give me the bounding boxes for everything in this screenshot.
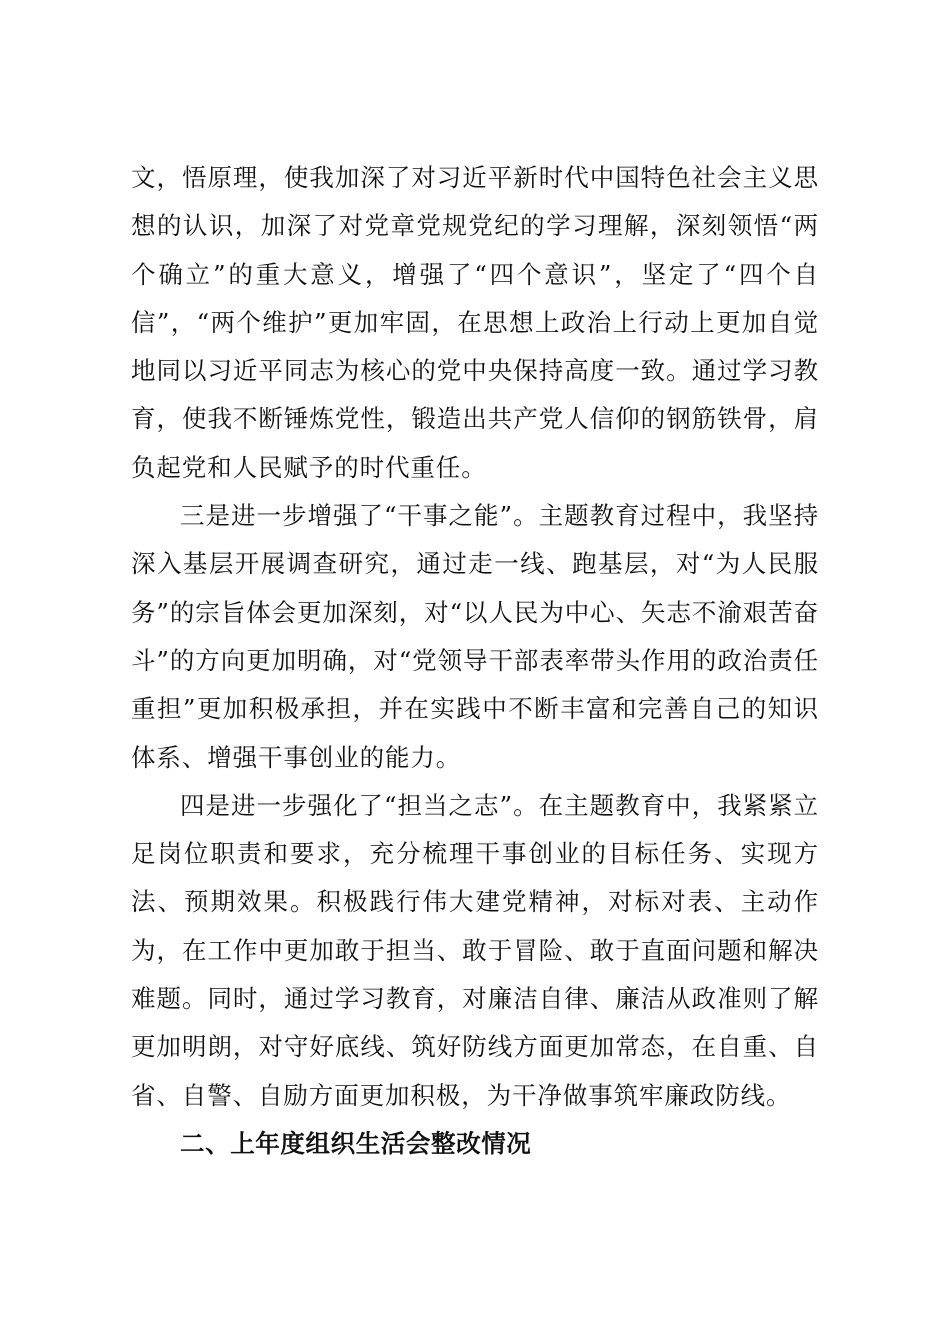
paragraph-responsibility: 四是进一步强化了“担当之志”。在主题教育中，我紧紧立足岗位职责和要求，充分梳理干事创业的目标任务、实现方法、预期效果。积极践行伟大建党精神，对标对表、主动作为，在工作中更加敢于担当、敢于冒险、敢于直面问题和解决难题。同时，通过学习教育，对廉洁自律、廉洁从政准则了解更加明朗，对守好底线、筑好防线方面更加常态，在自重、自省、自警、自励方面更加积极，为干净做事筑牢廉政防线。 (131, 790, 819, 1110)
paragraph-capability: 三是进一步增强了“干事之能”。主题教育过程中，我坚持深入基层开展调查研究，通过走一线、跑基层，对“为人民服务”的宗旨体会更加深刻，对“以人民为中心、矢志不渝艰苦奋斗”的方向更加明确，对“党领导干部表率带头作用的政治责任重担”更加积极承担，并在实践中不断丰富和完善自己的知识体系、增强干事创业的能力。 (131, 501, 819, 772)
document-body (131, 154, 819, 1168)
section-heading: 二、上年度组织生活会整改情况 (180, 1128, 532, 1158)
paragraph-study-outcomes: 文，悟原理，使我加深了对习近平新时代中国特色社会主义思想的认识，加深了对党章党规党纪的学习理解，深刻领悟“两个确立”的重大意义，增强了“四个意识”，坚定了“四个自信”，“两个维护”更加牢固，在思想上政治上行动上更加自觉地同以习近平同志为核心的党中央保持高度一致。通过学习教育，使我不断锤炼党性，锻造出共产党人信仰的钢筋铁骨，肩负起党和人民赋予的时代重任。 (131, 163, 819, 482)
